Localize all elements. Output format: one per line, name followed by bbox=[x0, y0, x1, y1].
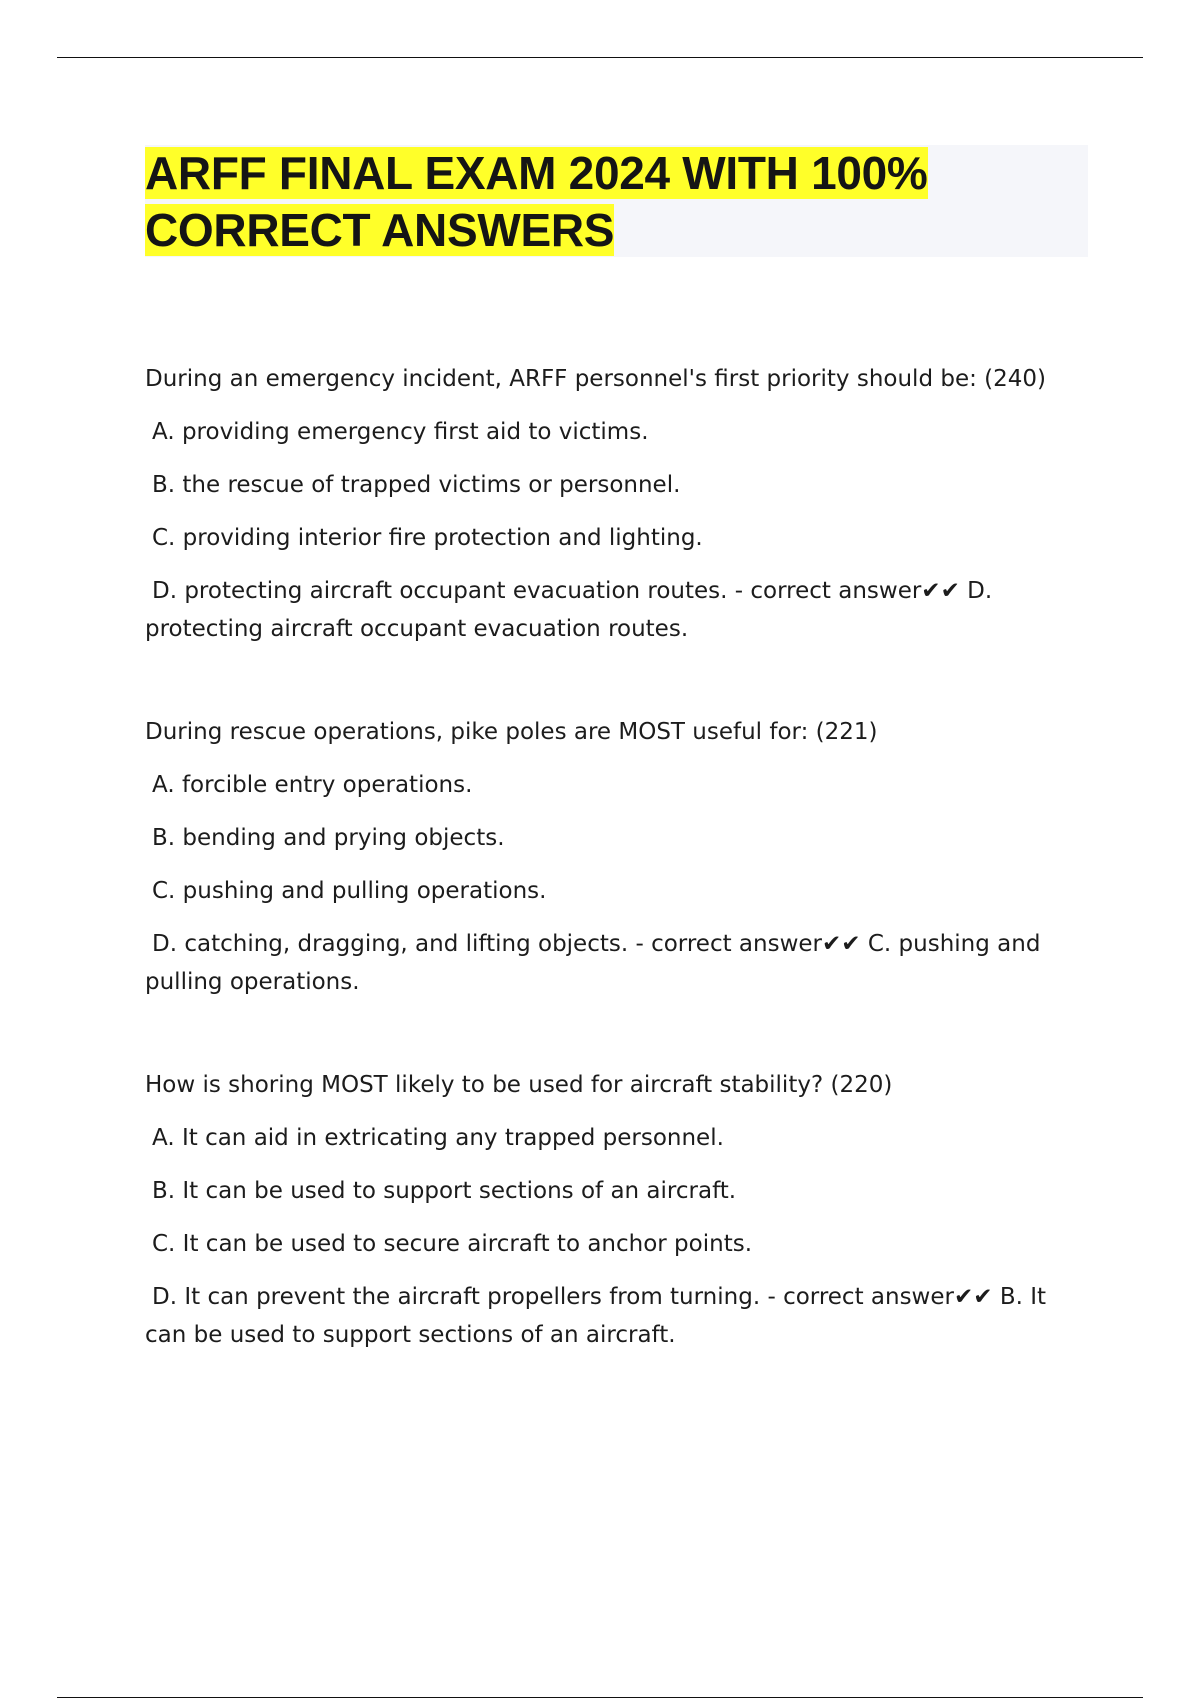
option-c: C. pushing and pulling operations. bbox=[152, 878, 547, 904]
document-body bbox=[145, 360, 1065, 1419]
question-text: How is shoring MOST likely to be used for aircraft stability? (220) bbox=[145, 1072, 893, 1098]
page-title bbox=[145, 145, 1088, 259]
question-block bbox=[145, 360, 1065, 648]
option-d-with-answer: D. It can prevent the aircraft propellers from turning. - correct answer✔✔ B. It can be used to support sections of an aircraft. bbox=[145, 1284, 1047, 1348]
option-b: B. It can be used to support sections of an aircraft. bbox=[152, 1178, 737, 1204]
title-block bbox=[145, 145, 1088, 257]
title-line-2: CORRECT ANSWERS bbox=[145, 204, 615, 256]
question-text: During rescue operations, pike poles are MOST useful for: (221) bbox=[145, 719, 878, 745]
option-c: C. providing interior fire protection and lighting. bbox=[152, 525, 703, 551]
option-b: B. bending and prying objects. bbox=[152, 825, 505, 851]
top-rule bbox=[57, 57, 1143, 58]
question-text: During an emergency incident, ARFF personnel's first priority should be: (240) bbox=[145, 366, 1047, 392]
option-a: A. forcible entry operations. bbox=[152, 772, 473, 798]
title-line-1: ARFF FINAL EXAM 2024 WITH 100% bbox=[145, 147, 928, 199]
option-a: A. providing emergency first aid to victims. bbox=[152, 419, 649, 445]
option-d-with-answer: D. catching, dragging, and lifting objects. - correct answer✔✔ C. pushing and pulling operations. bbox=[145, 931, 1041, 995]
question-block bbox=[145, 1066, 1065, 1354]
question-block bbox=[145, 713, 1065, 1001]
option-b: B. the rescue of trapped victims or personnel. bbox=[152, 472, 681, 498]
option-d-with-answer: D. protecting aircraft occupant evacuation routes. - correct answer✔✔ D. protecting aircraft occupant evacuation routes. bbox=[145, 578, 993, 642]
option-c: C. It can be used to secure aircraft to anchor points. bbox=[152, 1231, 753, 1257]
option-a: A. It can aid in extricating any trapped personnel. bbox=[152, 1125, 724, 1151]
bottom-rule bbox=[57, 1697, 1143, 1698]
